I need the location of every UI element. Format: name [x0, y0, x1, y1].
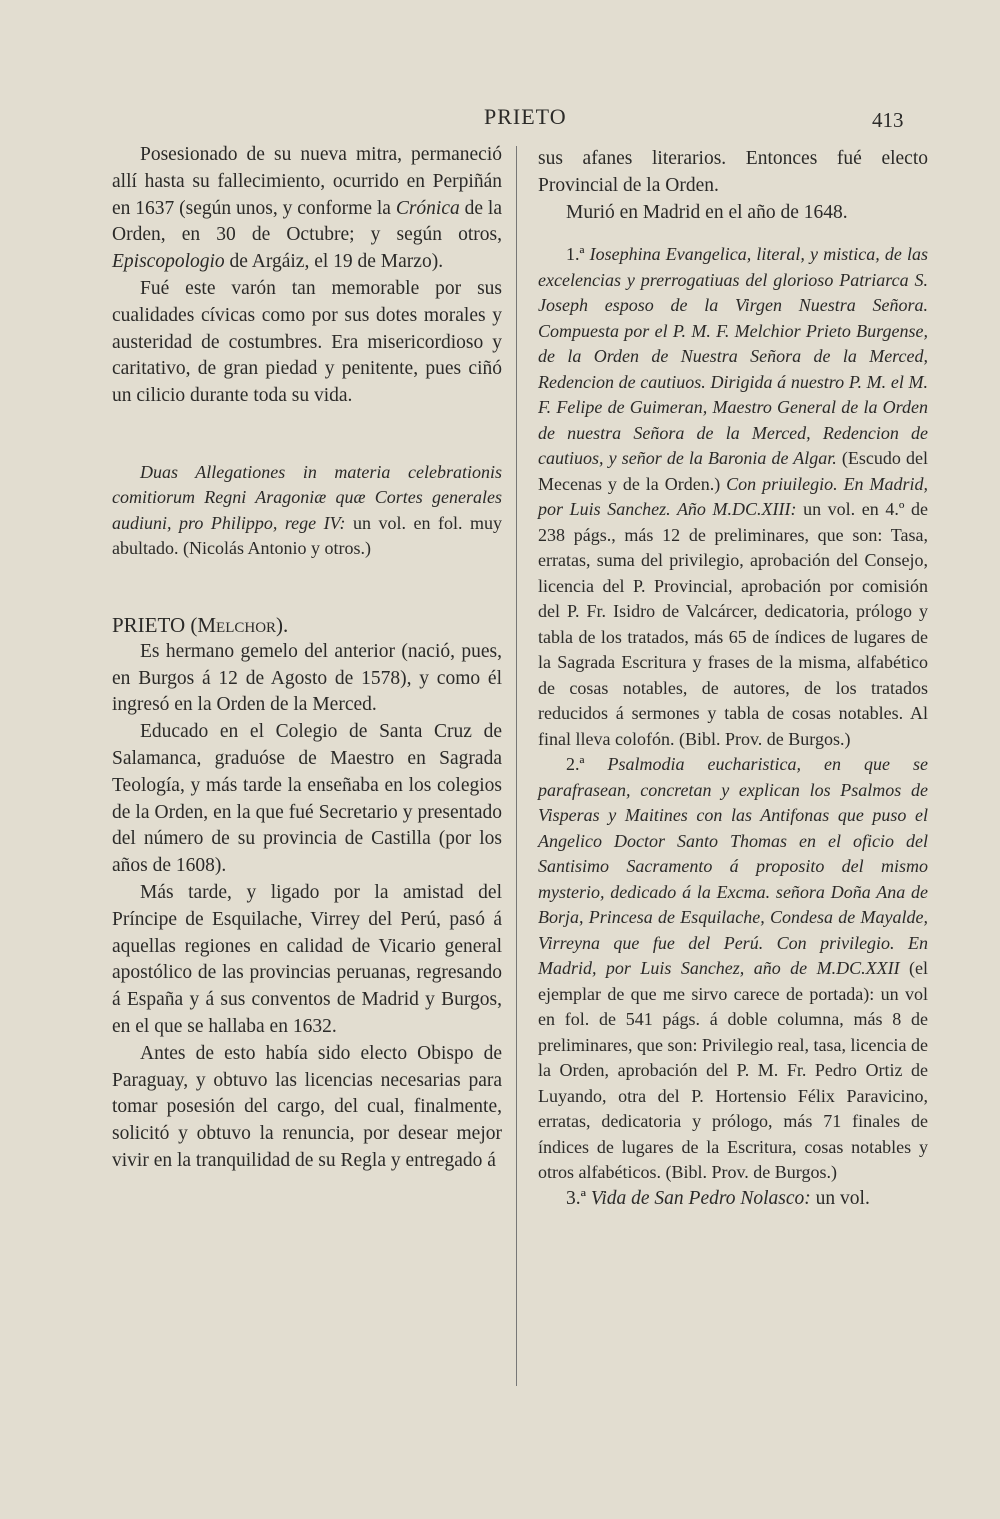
- work-title: Psalmodia eucharistica, en que se parafrasean, concretan y explican los Psalmos de Visperas y Maitines con las Antifonas que puso el Angelico Doctor Santo Thomas en el oficio del Santisimo Sacramento á proposito del mismo mysterio, dedicado á la Excma. señora Doña Ana de Borja, Princesa de Esquilache, Condesa de Mayalde, Virreyna que fue del Perú. Con privilegio. En Madrid, por Luis Sanchez, año de M.DC.XXII: [538, 754, 928, 979]
- text: Posesionado de su nueva mitra, permaneció allí hasta su fallecimiento, ocurrido en Perpiñán en 1637 (según unos, y conforme la: [112, 144, 502, 219]
- paragraph: sus afanes literarios. Entonces fué electo Provincial de la Orden.: [538, 148, 928, 196]
- heading-subname: (Melchor).: [190, 612, 289, 637]
- paragraph: Es hermano gemelo del anterior (nació, pues, en Burgos á 12 de Agosto de 1578), y como él ingresó en la Orden de la Merced.: [112, 640, 502, 716]
- work-description: un vol.: [815, 1187, 870, 1209]
- work-title: Iosephina Evangelica, literal, y mistica, de las excelencias y prerrogatiuas del glorioso Patriarca S. Joseph esposo de la Virgen Nuestra Señora. Compuesta por el P. M. F. Melchior Prieto Burgense, de la Orden de Nuestra Señora de la Merced, Redencion de cautiuos. Dirigida á nuestro P. M. el M. F. Felipe de Guimeran, Maestro General de la Orden de nuestra Señora de la Merced, Redencion de cautiuos, y señor de la Baronia de Algar.: [538, 244, 928, 469]
- paragraph: Educado en el Colegio de Santa Cruz de Salamanca, graduóse de Maestro en Sagrada Teología, y más tarde la enseñaba en los colegios de la Orden, en la que fué Secretario y presentado del número de su provincia de Castilla (por los años de 1608).: [112, 721, 502, 877]
- work-description: (Escudo del Mecenas y de la Orden.): [538, 448, 928, 494]
- running-header: PRIETO: [484, 104, 567, 129]
- column-divider: [516, 146, 517, 1386]
- work-title: Vida de San Pedro Nolasco:: [590, 1187, 811, 1209]
- italic-text: Crónica: [395, 197, 460, 219]
- bibliography-entry: [112, 460, 502, 562]
- paragraph: Más tarde, y ligado por la amistad del Príncipe de Esquilache, Virrey del Perú, pasó á aquellas regiones en calidad de Vicario general apostólico de las provincias peruanas, regresando á España y á sus conventos de Madrid y Burgos, en el que se hallaba en 1632.: [112, 881, 502, 1037]
- work-title: Duas Allegationes in materia celebrationis comitiorum Regni Aragoniæ quæ Cortes generales audiuni, pro Philippo, rege IV:: [112, 461, 502, 533]
- italic-text: Episcopologio: [112, 251, 225, 273]
- paragraph: Antes de esto había sido electo Obispo de Paraguay, y obtuvo las licencias necesarias para tomar posesión del cargo, del cual, finalmente, solicitó y obtuvo la renuncia, por desear mejor vivir en la tranquilidad de su Regla y entregado á: [112, 1042, 502, 1171]
- entry-heading: [112, 612, 502, 639]
- paragraph: [112, 142, 502, 276]
- bibliography-entry: [538, 752, 928, 1186]
- entry-number: 2.ª: [566, 754, 585, 775]
- text: de la Orden, en 30 de Octubre; y según otros,: [112, 197, 503, 246]
- work-description: un vol. en fol. muy abultado. (Nicolás Antonio y otros.): [112, 512, 503, 559]
- right-column: [538, 146, 928, 1213]
- heading-name: PRIETO: [112, 612, 186, 637]
- entry-number: 1.ª: [566, 244, 585, 265]
- entry-number: 3.ª: [566, 1187, 587, 1209]
- bibliography-entry: [538, 242, 928, 752]
- imprint: Con priuilegio. En Madrid, por Luis Sanchez. Año M.DC.XIII:: [538, 473, 929, 520]
- bibliography-entry: [538, 1186, 928, 1213]
- work-description: un vol. en 4.º de 238 págs., más 12 de preliminares, que son: Tasa, erratas, suma del privilegio, aprobación del Consejo, licencia del P. Provincial, aprobación por comisión del P. Fr. Isidro de Valcárcer, dedicatoria, prólogo y tabla de los tratados, más 65 de índices de lugares de la Sagrada Escritura y frases de la misma, alfabético de cosas notables, de autores, de los tratados reducidos á sermones y tabla de cosas notables. Al final lleva colofón. (Bibl. Prov. de Burgos.): [538, 499, 929, 749]
- left-column: [112, 142, 502, 1175]
- paragraph: Murió en Madrid en el año de 1648.: [566, 201, 848, 223]
- text: de Argáiz, el 19 de Marzo).: [229, 251, 444, 273]
- work-description: (el ejemplar de que me sirvo carece de portada): un vol en fol. de 541 págs. á doble columna, más 8 de preliminares, que son: Privilegio real, tasa, licencia de la Orden, aprobación del P. M. Fr. Pedro Ortiz de Luyando, otra del P. Hortensio Félix Paravicino, erratas, dedicatoria y prólogo, más 71 finales de índices de lugares de la Escritura, cosas notables y otros alfabéticos. (Bibl. Prov. de Burgos.): [538, 958, 928, 1183]
- paragraph: Fué este varón tan memorable por sus cualidades cívicas como por sus dotes morales y austeridad de costumbres. Era misericordioso y caritativo, de gran piedad y penitente, pues ciñó un cilicio durante toda su vida.: [112, 277, 502, 407]
- page-number: 413: [872, 108, 904, 132]
